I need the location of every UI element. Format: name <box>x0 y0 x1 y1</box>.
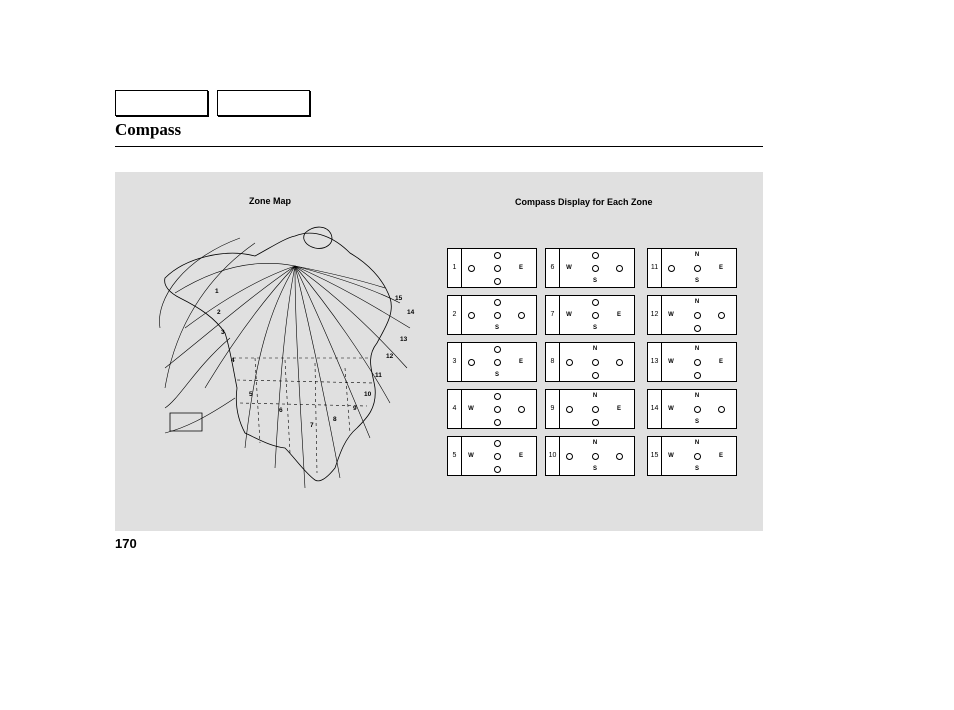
indicator-c <box>694 453 701 460</box>
map-zone-label: 7 <box>310 422 314 429</box>
map-zone-label: 12 <box>386 353 394 360</box>
indicator-n: N <box>694 299 700 305</box>
indicator-s: S <box>494 372 499 378</box>
zone-map <box>145 218 415 508</box>
indicator-c <box>694 359 701 366</box>
indicator-e <box>718 406 725 413</box>
map-zone-label: 4 <box>231 357 235 364</box>
indicator-e <box>616 359 623 366</box>
map-zone-label: 3 <box>221 329 225 336</box>
indicator-c <box>494 312 501 319</box>
map-zone-label: 1 <box>215 288 219 295</box>
indicator-e: E <box>616 406 621 412</box>
indicator-n: N <box>592 346 598 352</box>
indicator-e: E <box>518 265 523 271</box>
figure-panel <box>115 172 763 531</box>
indicator-w <box>566 453 573 460</box>
map-zone-label: 9 <box>353 405 357 412</box>
indicator-c <box>592 406 599 413</box>
indicator-e: E <box>518 453 523 459</box>
indicator-s <box>494 466 501 473</box>
indicator-n: N <box>592 440 598 446</box>
indicator-e: E <box>718 359 723 365</box>
indicator-w: W <box>468 453 474 459</box>
indicator-w: W <box>668 312 674 318</box>
zone-number: 13 <box>648 343 662 381</box>
indicator-w: W <box>668 453 674 459</box>
indicator-n <box>592 299 599 306</box>
hawaii-inset-box <box>170 413 202 431</box>
zone-box <box>447 342 537 382</box>
zone-box <box>545 342 635 382</box>
greenland-outline <box>304 227 332 248</box>
zone-number: 9 <box>546 390 560 428</box>
indicator-n <box>494 440 501 447</box>
north-america-outline <box>165 233 392 481</box>
indicator-c <box>694 406 701 413</box>
indicator-w: W <box>566 265 572 271</box>
zone-number: 7 <box>546 296 560 334</box>
indicator-s <box>592 372 599 379</box>
indicator-n: N <box>694 252 700 258</box>
indicator-e: E <box>616 312 621 318</box>
indicator-c <box>494 406 501 413</box>
indicator-s: S <box>694 466 699 472</box>
indicator-n <box>494 299 501 306</box>
zone-box <box>447 248 537 288</box>
zone-box <box>647 248 737 288</box>
indicator-e <box>616 265 623 272</box>
indicator-s: S <box>592 278 597 284</box>
indicator-e: E <box>718 453 723 459</box>
zone-number: 14 <box>648 390 662 428</box>
zone-box <box>545 248 635 288</box>
map-zone-label: 5 <box>249 391 253 398</box>
indicator-s: S <box>494 325 499 331</box>
indicator-n: N <box>694 393 700 399</box>
compass-display-caption: Compass Display for Each Zone <box>515 197 653 207</box>
zone-box <box>447 389 537 429</box>
zone-number: 15 <box>648 437 662 475</box>
indicator-c <box>592 265 599 272</box>
indicator-n <box>592 252 599 259</box>
indicator-n <box>494 393 501 400</box>
zone-lines <box>165 263 410 488</box>
map-zone-label: 10 <box>364 391 372 398</box>
nav-button-1[interactable] <box>115 90 208 116</box>
map-zone-label: 6 <box>279 407 283 414</box>
indicator-s <box>694 372 701 379</box>
indicator-c <box>694 265 701 272</box>
zone-number: 1 <box>448 249 462 287</box>
zone-box <box>447 295 537 335</box>
zone-box <box>545 295 635 335</box>
zone-box <box>647 436 737 476</box>
zone-box <box>647 342 737 382</box>
map-zone-label: 14 <box>407 309 415 316</box>
indicator-w <box>566 406 573 413</box>
zone-number: 5 <box>448 437 462 475</box>
indicator-e <box>616 453 623 460</box>
indicator-e <box>718 312 725 319</box>
indicator-w <box>468 265 475 272</box>
indicator-s <box>694 325 701 332</box>
indicator-s: S <box>694 278 699 284</box>
indicator-c <box>494 265 501 272</box>
indicator-e: E <box>518 359 523 365</box>
zone-number: 8 <box>546 343 560 381</box>
indicator-n: N <box>694 346 700 352</box>
indicator-w: W <box>566 312 572 318</box>
zone-number: 4 <box>448 390 462 428</box>
indicator-s <box>494 419 501 426</box>
indicator-w <box>668 265 675 272</box>
indicator-s: S <box>592 466 597 472</box>
indicator-s <box>592 419 599 426</box>
zone-number: 11 <box>648 249 662 287</box>
title-rule <box>115 146 763 147</box>
map-zone-label: 2 <box>217 309 221 316</box>
map-zone-label: 13 <box>400 336 408 343</box>
indicator-s: S <box>694 419 699 425</box>
indicator-n: N <box>592 393 598 399</box>
indicator-w: W <box>468 406 474 412</box>
zone-number: 10 <box>546 437 560 475</box>
page-title: Compass <box>115 120 182 139</box>
indicator-s <box>494 278 501 285</box>
indicator-w: W <box>668 359 674 365</box>
indicator-w <box>468 312 475 319</box>
indicator-w <box>468 359 475 366</box>
indicator-n <box>494 346 501 353</box>
page-number: 170 <box>115 536 137 551</box>
zone-number: 3 <box>448 343 462 381</box>
indicator-n: N <box>694 440 700 446</box>
zone-box <box>447 436 537 476</box>
zone-number: 6 <box>546 249 560 287</box>
indicator-c <box>592 453 599 460</box>
zone-number: 2 <box>448 296 462 334</box>
indicator-e <box>518 312 525 319</box>
indicator-c <box>592 312 599 319</box>
map-zone-label: 11 <box>375 372 382 379</box>
indicator-n <box>494 252 501 259</box>
indicator-e <box>518 406 525 413</box>
nav-button-2[interactable] <box>217 90 310 116</box>
zone-map-caption: Zone Map <box>249 196 291 206</box>
indicator-w <box>566 359 573 366</box>
zone-box <box>545 436 635 476</box>
indicator-s: S <box>592 325 597 331</box>
zone-number: 12 <box>648 296 662 334</box>
zone-box <box>647 389 737 429</box>
zone-box <box>545 389 635 429</box>
map-zone-label: 8 <box>333 416 337 423</box>
indicator-c <box>494 359 501 366</box>
zone-box <box>647 295 737 335</box>
indicator-c <box>592 359 599 366</box>
map-zone-label: 15 <box>395 295 403 302</box>
indicator-c <box>694 312 701 319</box>
indicator-c <box>494 453 501 460</box>
indicator-e: E <box>718 265 723 271</box>
indicator-w: W <box>668 406 674 412</box>
